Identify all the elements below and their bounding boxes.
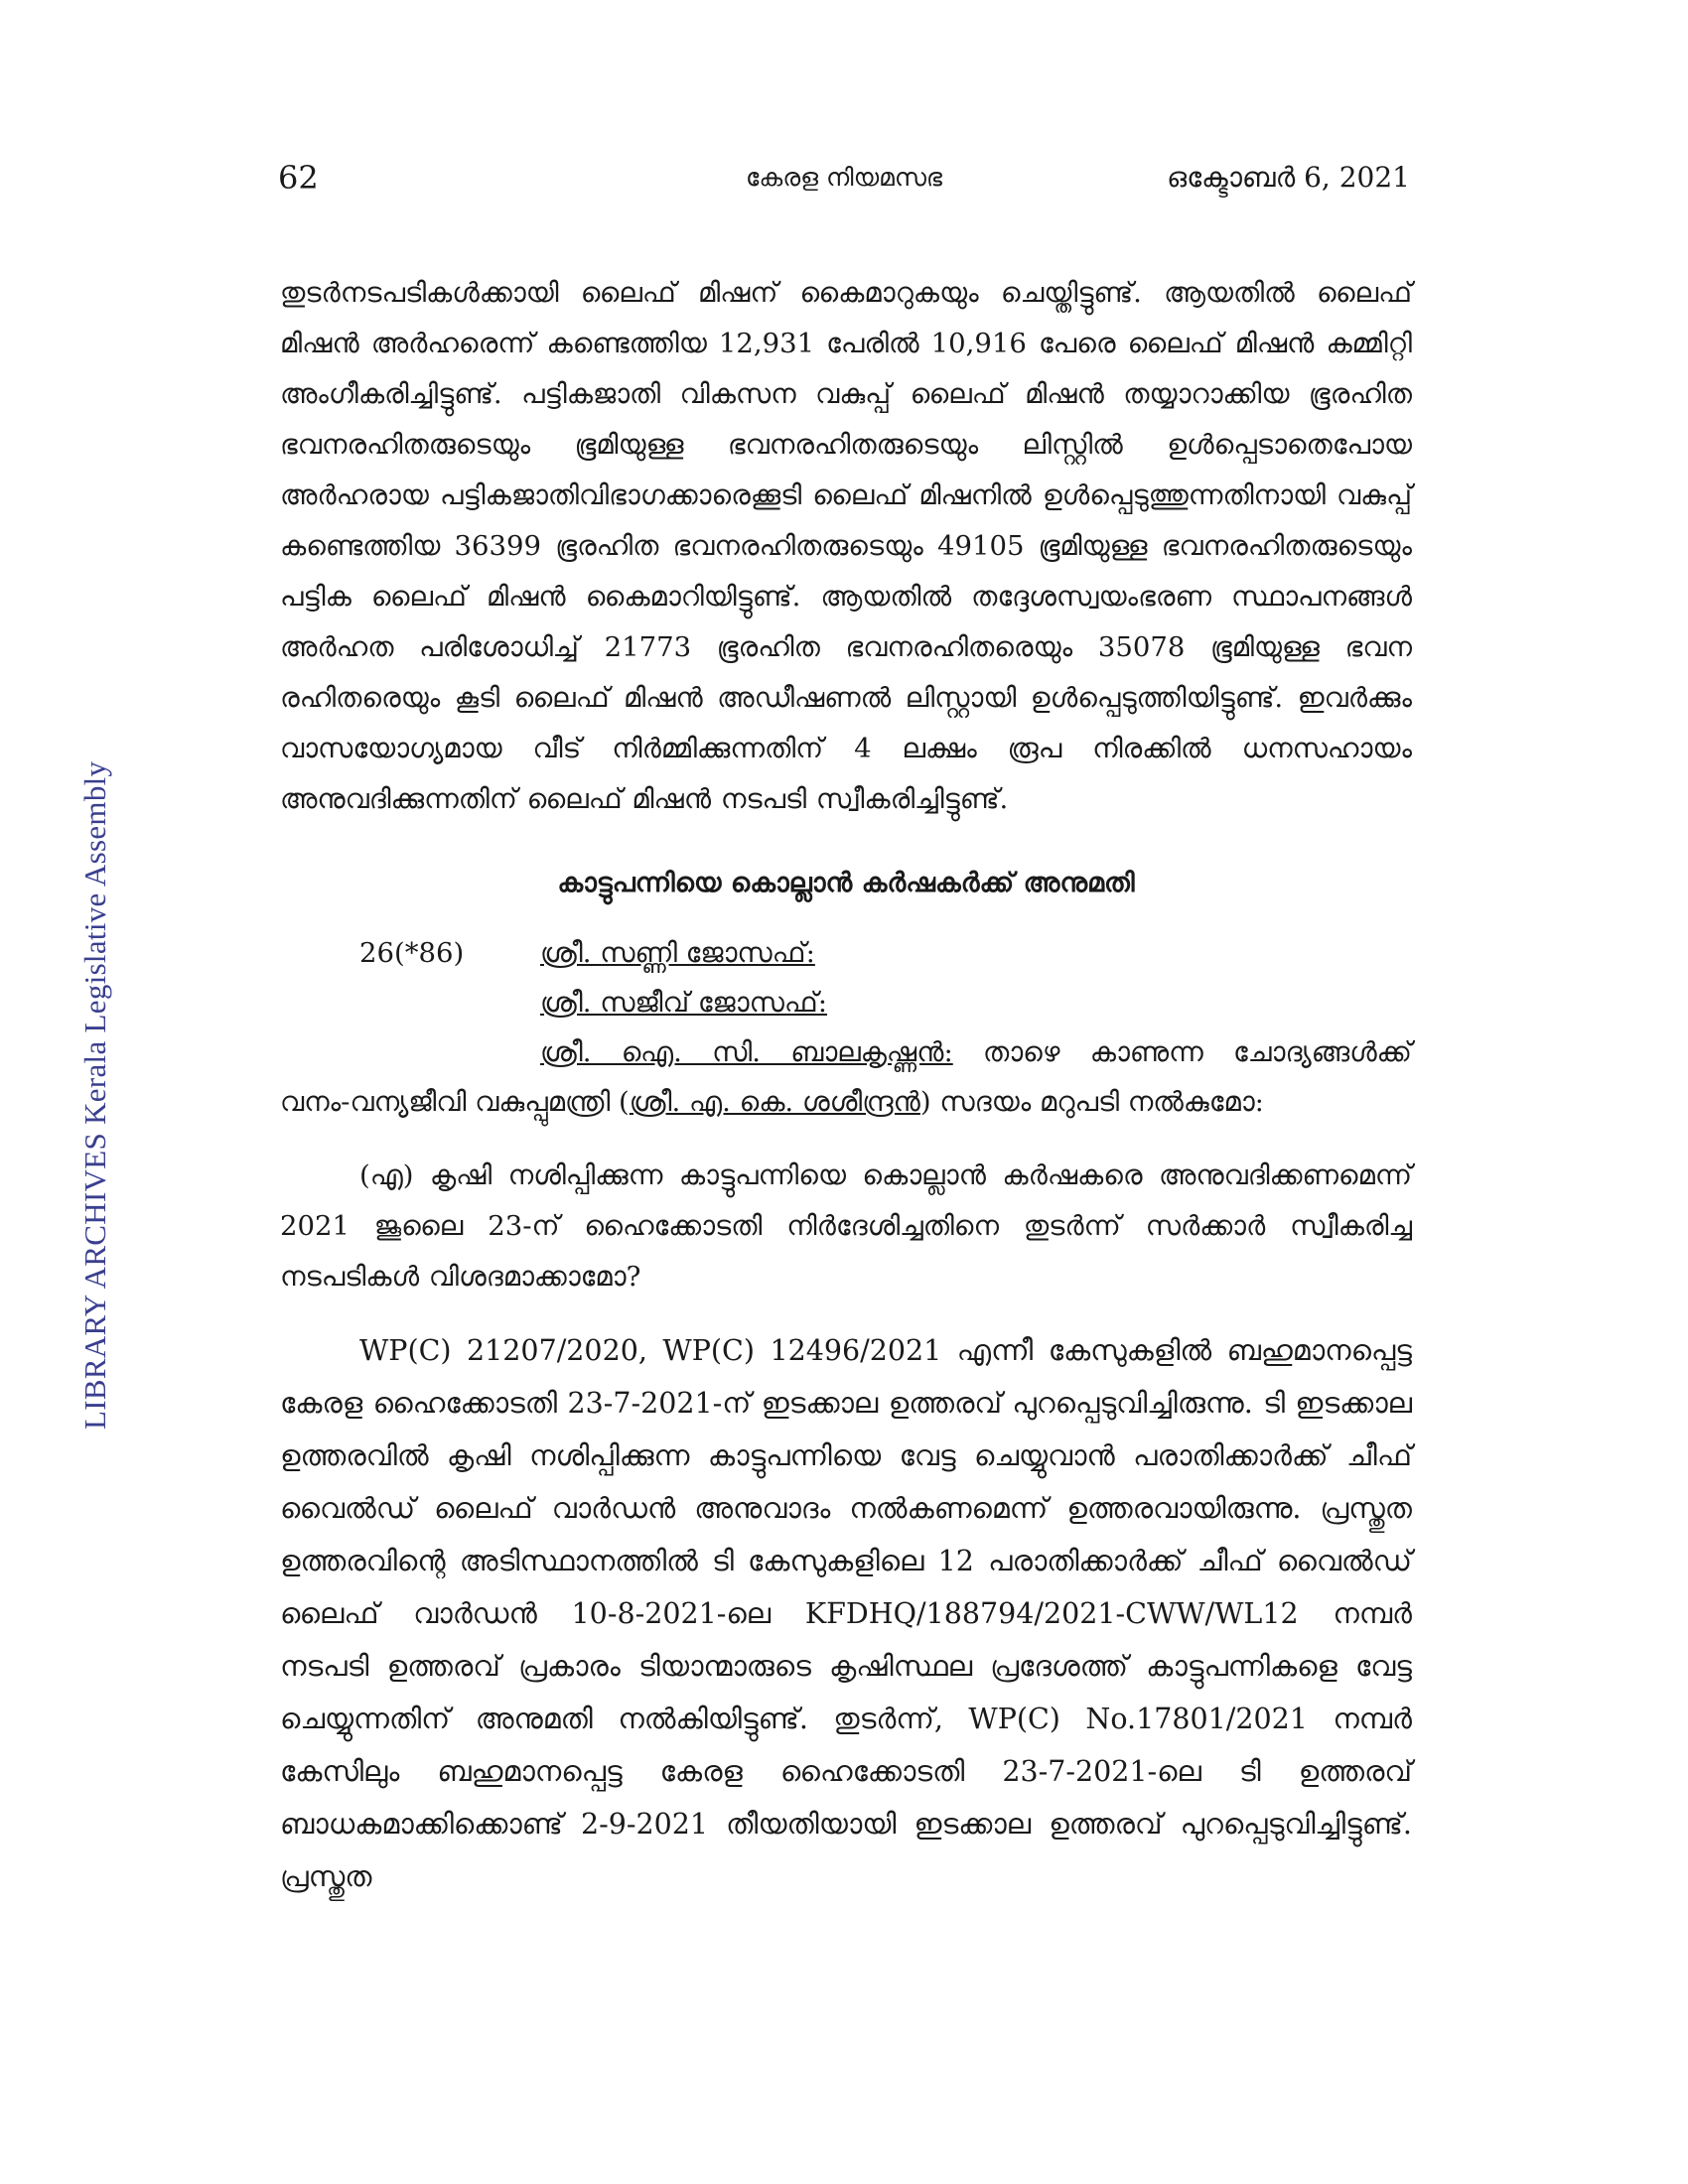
answer-paragraph: WP(C) 21207/2020, WP(C) 12496/2021 എന്നീ കേസുകളിൽ ബഹുമാനപ്പെട്ട കേരള ഹൈക്കോടതി 23-7-2021-ന് ഇടക്കാല ഉത്തരവ് പുറപ്പെടുവിച്ചിരുന്നു. ടി ഇടക്കാല ഉത്തരവിൽ കൃഷി നശിപ്പിക്കുന്ന കാട്ടുപന്നിയെ വേട്ട ചെയ്യുവാൻ പരാതിക്കാർക്ക് ചീഫ് വൈൽഡ് ലൈഫ് വാർഡൻ അനുവാദം നൽകണമെന്ന് ഉത്തരവായിരുന്നു. പ്രസ്തുത ഉത്തരവിന്റെ അടിസ്ഥാനത്തിൽ ടി കേസുകളിലെ 12 പരാതിക്കാർക്ക് ചീഫ് വൈൽഡ് ലൈഫ് വാർഡൻ 10-8-2021-ലെ KFDHQ/188794/2021-CWW/WL12 നമ്പർ നടപടി ഉത്തരവ് പ്രകാരം ടിയാന്മാരുടെ കൃഷിസ്ഥല പ്രദേശത്ത് കാട്ടുപന്നികളെ വേട്ട ചെയ്യുന്നതിന് അനുമതി നൽകിയിട്ടുണ്ട്. തുടർന്ന്, WP(C) No.17801/2021 നമ്പർ കേസിലും ബഹുമാനപ്പെട്ട കേരള ഹൈക്കോടതി 23-7-2021-ലെ ടി ഉത്തരവ് ബാധകമാക്കിക്കൊണ്ട് 2-9-2021 തീയതിയായി ഇടക്കാല ഉത്തരവ് പുറപ്പെടുവിച്ചിട്ടുണ്ട്. പ്രസ്തുത <box>280 1334 1412 1893</box>
session-date: ഒക്ടോബർ 6, 2021 <box>1167 161 1410 194</box>
sub-question-a: (എ) കൃഷി നശിപ്പിക്കുന്ന കാട്ടുപന്നിയെ കൊല്ലാൻ കർഷകരെ അനുവദിക്കണമെന്ന് 2021 ജൂലൈ 23-ന് ഹൈക്കോടതി നിർദേശിച്ചതിനെ തുടർന്ന് സർക്കാർ സ്വീകരിച്ച നടപടികൾ വിശദമാക്കാമോ? <box>280 1160 1412 1293</box>
member-name-1: ശ്രീ. സണ്ണി ജോസഫ്: <box>540 937 815 969</box>
member-name-2: ശ്രീ. സജീവ് ജോസഫ്: <box>540 987 828 1019</box>
question-intro: താഴെ കാണുന്ന ചോദ്യങ്ങൾക്ക് <box>983 1036 1412 1068</box>
page-body <box>280 268 1412 1903</box>
question-row-3 <box>280 1027 1412 1077</box>
question-row-1 <box>280 928 1412 978</box>
minister-line <box>280 1077 1412 1127</box>
side-watermark: LIBRARY ARCHIVES Kerala Legislative Assembly <box>77 760 112 1430</box>
minister-prefix: വനം-വന്യജീവി വകുപ്പുമന്ത്രി ( <box>280 1086 630 1118</box>
question-row-2 <box>280 978 1412 1027</box>
section-heading: കാട്ടുപന്നിയെ കൊല്ലാൻ കർഷകർക്ക് അനുമതി <box>557 868 1135 898</box>
page-number: 62 <box>278 159 319 197</box>
question-block <box>280 928 1412 1127</box>
question-number: 26(*86) <box>359 937 465 969</box>
assembly-name: കേരള നിയമസഭ <box>746 163 942 192</box>
member-name-3: ശ്രീ. ഐ. സി. ബാലകൃഷ്ണൻ: <box>540 1036 953 1068</box>
minister-suffix: ) സദയം മറുപടി നൽകുമോ: <box>919 1086 1264 1118</box>
paragraph-life-mission: തുടർനടപടികൾക്കായി ലൈഫ് മിഷന് കൈമാറുകയും ചെയ്തിട്ടുണ്ട്. ആയതിൽ ലൈഫ് മിഷൻ അർഹരെന്ന് കണ്ടെത്തിയ 12,931 പേരിൽ 10,916 പേരെ ലൈഫ് മിഷൻ കമ്മിറ്റി അംഗീകരിച്ചിട്ടുണ്ട്. പട്ടികജാതി വികസന വകുപ്പ് ലൈഫ് മിഷൻ തയ്യാറാക്കിയ ഭൂരഹിത ഭവനരഹിതരുടെയും ഭൂമിയുള്ള ഭവനരഹിതരുടെയും ലിസ്റ്റിൽ ഉൾപ്പെടാതെപോയ അർഹരായ പട്ടികജാതിവിഭാഗക്കാരെക്കൂടി ലൈഫ് മിഷനിൽ ഉൾപ്പെടുത്തുന്നതിനായി വകുപ്പ് കണ്ടെത്തിയ 36399 ഭൂരഹിത ഭവനരഹിതരുടെയും 49105 ഭൂമിയുള്ള ഭവനരഹിതരുടെയും പട്ടിക ലൈഫ് മിഷൻ കൈമാറിയിട്ടുണ്ട്. ആയതിൽ തദ്ദേശസ്വയംഭരണ സ്ഥാപനങ്ങൾ അർഹത പരിശോധിച്ച് 21773 ഭൂരഹിത ഭവനരഹിതരെയും 35078 ഭൂമിയുള്ള ഭവന രഹിതരെയും കൂടി ലൈഫ് മിഷൻ അഡീഷണൽ ലിസ്റ്റായി ഉൾപ്പെടുത്തിയിട്ടുണ്ട്. ഇവർക്കും വാസയോഗ്യമായ വീട് നിർമ്മിക്കുന്നതിന് 4 ലക്ഷം രൂപ നിരക്കിൽ ധനസഹായം അനുവദിക്കുന്നതിന് ലൈഫ് മിഷൻ നടപടി സ്വീകരിച്ചിട്ടുണ്ട്. <box>280 277 1412 815</box>
page-header <box>278 159 1410 199</box>
minister-name: ശ്രീ. എ. കെ. ശശീന്ദ്രൻ <box>629 1086 920 1118</box>
